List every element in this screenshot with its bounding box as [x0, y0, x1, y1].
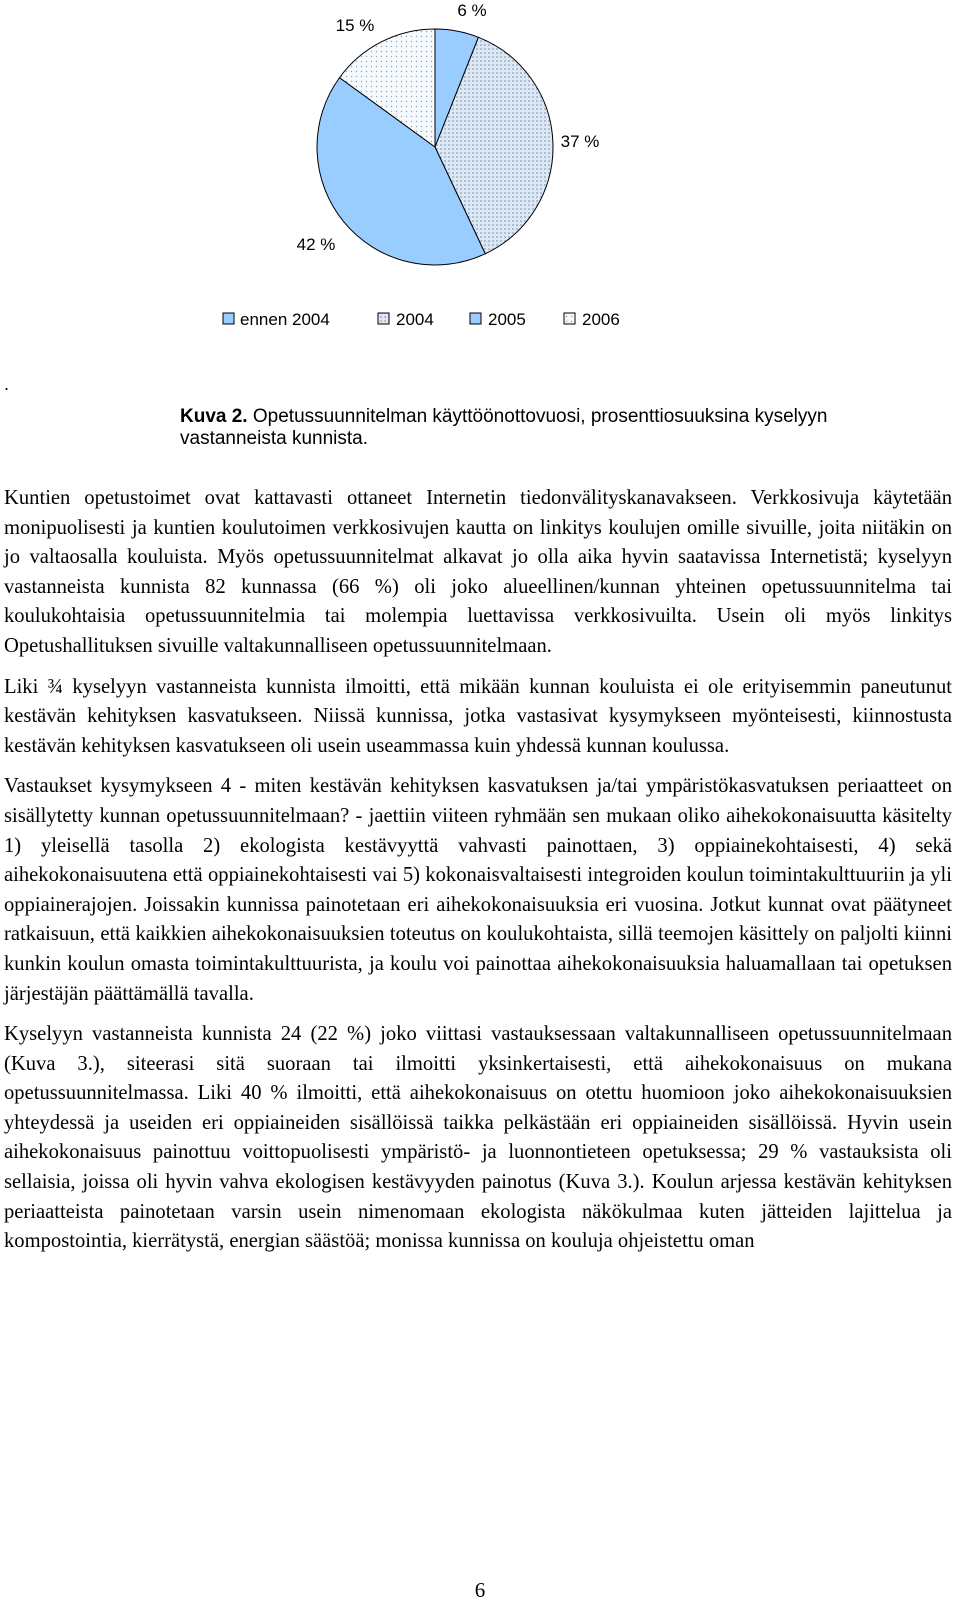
paragraph: Vastaukset kysymykseen 4 - miten kestävän kehityksen kasvatuksen ja/tai ympäristökasvatuksen periaatteet on sisällytetty kunnan opetussuunnitelmaan? - jaettiin viiteen ryhmään sen mukaan oliko aihekokonaisuutta käsitelty 1) yleisellä tasolla 2) ekologista kestävyyttä vahvasti painottaen, 3) oppiainekohtaisesti, 4) sekä aihekokonaisuutena että oppiainekohtaisesti vai 5) kokonaisvaltaisesti integroiden koulun toimintakulttuuriin ja yli oppiainerajojen. Joissakin kunnissa painotetaan eri aihekokonaisuuksia eri vuosina. Jotkut kunnat ovat päätyneet ratkaisuun, että kaikkien aihekokonaisuuksien toteutus on koulukohtaista, sillä teemojen käsittely on paljolti kiinni kunkin koulun omasta toimintakulttuurista, ja koulu voi painottaa aihekokonaisuuksia haluamallaan tai opetuksen järjestäjän päättämällä tavalla. [4, 775, 952, 1005]
legend-swatch [470, 313, 481, 324]
slice-label: 6 % [457, 1, 487, 20]
legend-swatch [378, 313, 389, 324]
page-number: 6 [474, 1578, 486, 1602]
paragraph: Kyselyyn vastanneista kunnista 24 (22 %) joko viittasi vastauksessaan valtakunnalliseen opetussuunnitelmaan (Kuva 3.), siteerasi sitä suoraan tai ilmoitti yksinkertaisesti, että aihekokonaisuus on mukana opetussuunnitelmassa. Liki 40 % ilmoitti, että aihekokonaisuus on otettu huomioon joko aihekokonaisuuksien yhteydessä ja useiden eri oppiaineiden sisällöissä taikka pelkästään eri oppiaineiden sisällöissä. Hyvin usein aihekokonaisuus painottuu voittopuolisesti ympäristö- ja luonnontieteen opetuksessa; 29 % vastauksista oli sellaisia, joissa oli hyvin vahva ekologisen kestävyyden painotus (Kuva 3.). Koulun arjessa kestävän kehityksen periaatteista painotetaan varsin usein nimenomaan ekologista näkökulmaa kuten jätteiden lajittelua ja kompostointia, kierrätystä, energian säästöä; monissa kunnissa on kouluja ohjeistettu oman [4, 1023, 952, 1253]
slice-label: 37 % [560, 132, 600, 151]
stray-dot: . [4, 374, 10, 394]
slice-label: 15 % [335, 16, 375, 35]
legend-swatch [223, 313, 234, 324]
legend-swatch [564, 313, 575, 324]
body-text [4, 484, 952, 1268]
legend-label: ennen 2004 [240, 310, 330, 329]
pie-chart [0, 0, 960, 350]
legend-label: 2005 [488, 310, 526, 329]
legend-label: 2004 [396, 310, 434, 329]
caption-text: Opetussuunnitelman käyttöönottovuosi, prosenttiosuuksina kyselyyn vastanneista kunnista. [180, 406, 828, 449]
paragraph: Kuntien opetustoimet ovat kattavasti ottaneet Internetin tiedonvälityskanavakseen. Verkkosivuja käytetään monipuolisesti ja kuntien koulutoimen verkkosivujen kautta on linkitys koulujen omille sivuille, joita niitäkin on jo valtaosalla kouluista. Myös opetussuunnitelmat alkavat jo olla aika hyvin saatavissa Internetistä; kyselyyn vastanneista kunnista 82 kunnassa (66 %) oli joko alueellinen/kunnan yhteinen opetussuunnitelma tai koulukohtaisia opetussuunnitelmia tai molempia luettavissa verkkosivuilta. Usein oli myös linkitys Opetushallituksen sivuille valtakunnalliseen opetussuunnitelmaan. [4, 487, 952, 657]
paragraph: Liki ¾ kyselyyn vastanneista kunnista ilmoitti, että mikään kunnan kouluista ei ole erityisemmin paneutunut kestävän kehityksen kasvatukseen. Niissä kunnissa, jotka vastasivat kysymykseen myönteisesti, kiinnostusta kestävän kehityksen kasvatukseen oli usein useammassa kuin yhdessä kunnan koulussa. [4, 675, 952, 757]
figure-caption [180, 406, 860, 450]
caption-number: Kuva 2. [180, 406, 248, 427]
slice-label: 42 % [296, 235, 336, 254]
legend-label: 2006 [582, 310, 620, 329]
